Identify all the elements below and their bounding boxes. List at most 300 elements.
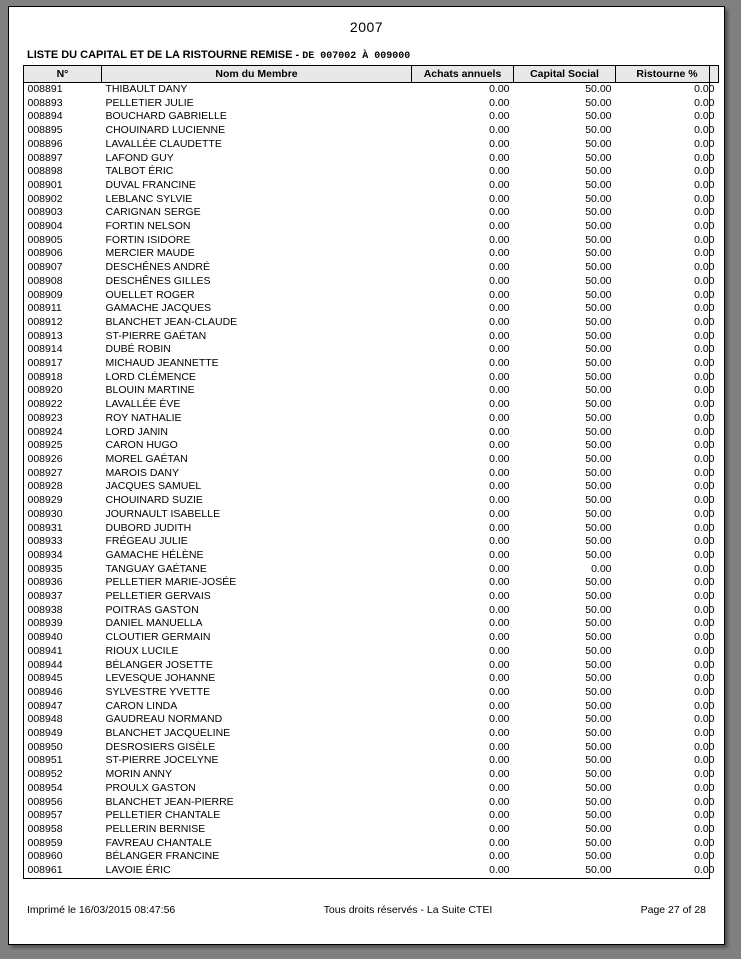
- cell-capital-social: 50.00: [585, 603, 612, 616]
- cell-nom-du-membre: PELLETIER CHANTALE: [105, 809, 221, 822]
- cell-numero: 008959: [27, 836, 63, 849]
- cell-achats-annuels: 0.00: [489, 124, 510, 137]
- cell-capital-social: 50.00: [585, 864, 612, 877]
- cell-ristourne: 0.00: [694, 83, 715, 95]
- cell-capital-social: 50.00: [585, 247, 612, 260]
- cell-numero: 008924: [27, 425, 63, 438]
- table-row: [24, 837, 719, 851]
- cell-numero: 008908: [27, 274, 63, 287]
- cell-numero: 008906: [27, 247, 63, 260]
- cell-ristourne: 0.00: [694, 494, 715, 507]
- table-row: [24, 796, 719, 810]
- cell-capital-social: 50.00: [585, 178, 612, 191]
- cell-numero: 008945: [27, 672, 63, 685]
- table-row: [24, 590, 719, 604]
- cell-capital-social: 50.00: [585, 535, 612, 548]
- cell-achats-annuels: 0.00: [489, 521, 510, 534]
- cell-capital-social: 50.00: [585, 192, 612, 205]
- cell-numero: 008954: [27, 781, 63, 794]
- cell-ristourne: 0.00: [694, 836, 715, 849]
- cell-capital-social: 50.00: [585, 83, 612, 95]
- cell-achats-annuels: 0.00: [489, 466, 510, 479]
- table-row: [24, 193, 719, 207]
- cell-numero: 008904: [27, 220, 63, 233]
- report-year: 2007: [349, 19, 384, 35]
- report-table-container: [23, 65, 715, 879]
- cell-achats-annuels: 0.00: [489, 507, 510, 520]
- cell-capital-social: 50.00: [585, 507, 612, 520]
- cell-capital-social: 50.00: [585, 165, 612, 178]
- cell-ristourne: 0.00: [694, 315, 715, 328]
- cell-ristourne: 0.00: [694, 864, 715, 877]
- cell-achats-annuels: 0.00: [489, 836, 510, 849]
- cell-achats-annuels: 0.00: [489, 452, 510, 465]
- table-row: [24, 152, 719, 166]
- cell-ristourne: 0.00: [694, 809, 715, 822]
- cell-ristourne: 0.00: [694, 781, 715, 794]
- cell-ristourne: 0.00: [694, 672, 715, 685]
- cell-nom-du-membre: CLOUTIER GERMAIN: [105, 631, 211, 644]
- cell-achats-annuels: 0.00: [489, 672, 510, 685]
- cell-capital-social: 50.00: [585, 713, 612, 726]
- cell-ristourne: 0.00: [694, 398, 715, 411]
- cell-achats-annuels: 0.00: [489, 370, 510, 383]
- cell-achats-annuels: 0.00: [489, 165, 510, 178]
- cell-achats-annuels: 0.00: [489, 576, 510, 589]
- cell-capital-social: 50.00: [585, 836, 612, 849]
- cell-nom-du-membre: LORD CLÉMENCE: [105, 370, 196, 383]
- table-row: [24, 782, 719, 796]
- cell-nom-du-membre: BÉLANGER FRANCINE: [105, 850, 220, 863]
- cell-capital-social: 50.00: [585, 220, 612, 233]
- cell-achats-annuels: 0.00: [489, 178, 510, 191]
- cell-achats-annuels: 0.00: [489, 548, 510, 561]
- cell-numero: 008961: [27, 864, 63, 877]
- cell-numero: 008928: [27, 480, 63, 493]
- cell-ristourne: 0.00: [694, 370, 715, 383]
- table-row: [24, 672, 719, 686]
- cell-nom-du-membre: LAVALLÉE CLAUDETTE: [105, 137, 222, 150]
- cell-capital-social: 50.00: [585, 781, 612, 794]
- cell-achats-annuels: 0.00: [489, 768, 510, 781]
- cell-numero: 008930: [27, 507, 63, 520]
- column-header-ristourne: Ristourne %: [616, 66, 719, 83]
- cell-ristourne: 0.00: [694, 521, 715, 534]
- cell-capital-social: 0.00: [591, 562, 612, 575]
- cell-nom-du-membre: ST-PIERRE GAÉTAN: [105, 329, 207, 342]
- cell-ristourne: 0.00: [694, 452, 715, 465]
- cell-capital-social: 50.00: [585, 795, 612, 808]
- cell-capital-social: 50.00: [585, 137, 612, 150]
- report-title-text: LISTE DU CAPITAL ET DE LA RISTOURNE REMISE -: [27, 49, 300, 61]
- cell-nom-du-membre: DESROSIERS GISÈLE: [105, 740, 216, 753]
- cell-numero: 008920: [27, 384, 63, 397]
- cell-nom-du-membre: TALBOT ÉRIC: [105, 165, 174, 178]
- cell-capital-social: 50.00: [585, 850, 612, 863]
- cell-achats-annuels: 0.00: [489, 261, 510, 274]
- cell-nom-du-membre: THIBAULT DANY: [105, 83, 188, 95]
- cell-nom-du-membre: GAUDREAU NORMAND: [105, 713, 223, 726]
- cell-nom-du-membre: BLANCHET JEAN-PIERRE: [105, 795, 234, 808]
- cell-ristourne: 0.00: [694, 439, 715, 452]
- table-row: [24, 275, 719, 289]
- table-row: [24, 604, 719, 618]
- cell-capital-social: 50.00: [585, 329, 612, 342]
- cell-capital-social: 50.00: [585, 439, 612, 452]
- cell-achats-annuels: 0.00: [489, 631, 510, 644]
- table-row: [24, 247, 719, 261]
- cell-numero: 008907: [27, 261, 63, 274]
- table-row: [24, 809, 719, 823]
- cell-achats-annuels: 0.00: [489, 151, 510, 164]
- column-header-numero: N°: [24, 66, 102, 83]
- cell-numero: 008918: [27, 370, 63, 383]
- cell-ristourne: 0.00: [694, 535, 715, 548]
- cell-nom-du-membre: MAROIS DANY: [105, 466, 180, 479]
- column-header-achats-annuels: Achats annuels: [412, 66, 514, 83]
- cell-capital-social: 50.00: [585, 754, 612, 767]
- cell-nom-du-membre: DANIEL MANUELLA: [105, 617, 203, 630]
- cell-nom-du-membre: PELLETIER GERVAIS: [105, 590, 211, 603]
- cell-achats-annuels: 0.00: [489, 439, 510, 452]
- table-row: [24, 384, 719, 398]
- cell-numero: 008948: [27, 713, 63, 726]
- table-row: [24, 659, 719, 673]
- cell-capital-social: 50.00: [585, 370, 612, 383]
- cell-achats-annuels: 0.00: [489, 315, 510, 328]
- cell-numero: 008925: [27, 439, 63, 452]
- table-row: [24, 768, 719, 782]
- cell-capital-social: 50.00: [585, 768, 612, 781]
- table-row: [24, 426, 719, 440]
- cell-achats-annuels: 0.00: [489, 425, 510, 438]
- cell-capital-social: 50.00: [585, 124, 612, 137]
- cell-capital-social: 50.00: [585, 425, 612, 438]
- cell-nom-du-membre: SYLVESTRE YVETTE: [105, 685, 211, 698]
- cell-nom-du-membre: LEBLANC SYLVIE: [105, 192, 193, 205]
- cell-capital-social: 50.00: [585, 617, 612, 630]
- cell-ristourne: 0.00: [694, 96, 715, 109]
- table-row: [24, 439, 719, 453]
- cell-achats-annuels: 0.00: [489, 274, 510, 287]
- cell-ristourne: 0.00: [694, 137, 715, 150]
- cell-nom-du-membre: DUBORD JUDITH: [105, 521, 192, 534]
- cell-ristourne: 0.00: [694, 261, 715, 274]
- cell-achats-annuels: 0.00: [489, 795, 510, 808]
- cell-numero: 008897: [27, 151, 63, 164]
- table-row: [24, 754, 719, 768]
- cell-numero: 008893: [27, 96, 63, 109]
- cell-ristourne: 0.00: [694, 740, 715, 753]
- cell-achats-annuels: 0.00: [489, 658, 510, 671]
- table-row: [24, 823, 719, 837]
- cell-numero: 008922: [27, 398, 63, 411]
- cell-numero: 008956: [27, 795, 63, 808]
- table-row: [24, 727, 719, 741]
- cell-capital-social: 50.00: [585, 357, 612, 370]
- cell-nom-du-membre: ST-PIERRE JOCELYNE: [105, 754, 219, 767]
- cell-numero: 008941: [27, 644, 63, 657]
- table-row: [24, 343, 719, 357]
- cell-achats-annuels: 0.00: [489, 384, 510, 397]
- cell-capital-social: 50.00: [585, 206, 612, 219]
- table-row: [24, 864, 719, 878]
- cell-nom-du-membre: PELLETIER JULIE: [105, 96, 194, 109]
- cell-numero: 008952: [27, 768, 63, 781]
- cell-nom-du-membre: TANGUAY GAÉTANE: [105, 562, 207, 575]
- cell-numero: 008938: [27, 603, 63, 616]
- cell-achats-annuels: 0.00: [489, 535, 510, 548]
- cell-ristourne: 0.00: [694, 822, 715, 835]
- cell-ristourne: 0.00: [694, 507, 715, 520]
- cell-capital-social: 50.00: [585, 631, 612, 644]
- cell-numero: 008914: [27, 343, 63, 356]
- cell-nom-du-membre: BÉLANGER JOSETTE: [105, 658, 213, 671]
- cell-ristourne: 0.00: [694, 795, 715, 808]
- table-row: [24, 535, 719, 549]
- cell-ristourne: 0.00: [694, 850, 715, 863]
- table-row: [24, 563, 719, 577]
- cell-numero: 008947: [27, 699, 63, 712]
- table-row: [24, 850, 719, 864]
- cell-achats-annuels: 0.00: [489, 809, 510, 822]
- cell-ristourne: 0.00: [694, 576, 715, 589]
- cell-capital-social: 50.00: [585, 590, 612, 603]
- page-footer: [9, 904, 724, 916]
- table-row: [24, 467, 719, 481]
- cell-nom-du-membre: LAVOIE ÉRIC: [105, 864, 171, 877]
- cell-numero: 008958: [27, 822, 63, 835]
- cell-capital-social: 50.00: [585, 822, 612, 835]
- footer-copyright: Tous droits réservés - La Suite CTEI: [323, 904, 493, 916]
- table-bottom-rule: [23, 878, 710, 879]
- table-row: [24, 124, 719, 138]
- cell-nom-du-membre: DUBÉ ROBIN: [105, 343, 171, 356]
- cell-numero: 008940: [27, 631, 63, 644]
- table-row: [24, 549, 719, 563]
- cell-achats-annuels: 0.00: [489, 562, 510, 575]
- cell-ristourne: 0.00: [694, 220, 715, 233]
- table-row: [24, 83, 719, 97]
- table-row: [24, 741, 719, 755]
- cell-capital-social: 50.00: [585, 384, 612, 397]
- cell-numero: 008913: [27, 329, 63, 342]
- cell-capital-social: 50.00: [585, 672, 612, 685]
- cell-nom-du-membre: POITRAS GASTON: [105, 603, 199, 616]
- cell-nom-du-membre: PELLERIN BERNISE: [105, 822, 206, 835]
- cell-capital-social: 50.00: [585, 151, 612, 164]
- cell-nom-du-membre: CARON HUGO: [105, 439, 178, 452]
- cell-nom-du-membre: RIOUX LUCILE: [105, 644, 179, 657]
- cell-capital-social: 50.00: [585, 274, 612, 287]
- cell-ristourne: 0.00: [694, 658, 715, 671]
- cell-ristourne: 0.00: [694, 713, 715, 726]
- cell-numero: 008898: [27, 165, 63, 178]
- document-page: [8, 6, 725, 945]
- cell-capital-social: 50.00: [585, 548, 612, 561]
- cell-ristourne: 0.00: [694, 590, 715, 603]
- cell-ristourne: 0.00: [694, 727, 715, 740]
- cell-ristourne: 0.00: [694, 110, 715, 123]
- cell-ristourne: 0.00: [694, 617, 715, 630]
- cell-capital-social: 50.00: [585, 480, 612, 493]
- cell-numero: 008896: [27, 137, 63, 150]
- cell-capital-social: 50.00: [585, 685, 612, 698]
- cell-nom-du-membre: LAFOND GUY: [105, 151, 174, 164]
- cell-nom-du-membre: LEVESQUE JOHANNE: [105, 672, 216, 685]
- table-header-row: [24, 66, 719, 83]
- cell-numero: 008911: [27, 302, 62, 315]
- table-row: [24, 206, 719, 220]
- cell-achats-annuels: 0.00: [489, 357, 510, 370]
- cell-achats-annuels: 0.00: [489, 850, 510, 863]
- cell-ristourne: 0.00: [694, 699, 715, 712]
- cell-capital-social: 50.00: [585, 110, 612, 123]
- cell-capital-social: 50.00: [585, 398, 612, 411]
- cell-ristourne: 0.00: [694, 124, 715, 137]
- cell-nom-du-membre: LAVALLÉE ÈVE: [105, 398, 181, 411]
- cell-numero: 008902: [27, 192, 63, 205]
- cell-nom-du-membre: FORTIN ISIDORE: [105, 233, 191, 246]
- table-row: [24, 645, 719, 659]
- cell-capital-social: 50.00: [585, 288, 612, 301]
- cell-achats-annuels: 0.00: [489, 781, 510, 794]
- cell-numero: 008927: [27, 466, 63, 479]
- cell-capital-social: 50.00: [585, 740, 612, 753]
- cell-capital-social: 50.00: [585, 644, 612, 657]
- cell-numero: 008895: [27, 124, 63, 137]
- cell-capital-social: 50.00: [585, 494, 612, 507]
- cell-nom-du-membre: FRÉGEAU JULIE: [105, 535, 188, 548]
- cell-ristourne: 0.00: [694, 343, 715, 356]
- cell-ristourne: 0.00: [694, 288, 715, 301]
- table-row: [24, 302, 719, 316]
- table-row: [24, 453, 719, 467]
- cell-numero: 008951: [27, 754, 63, 767]
- cell-nom-du-membre: OUELLET ROGER: [105, 288, 195, 301]
- cell-nom-du-membre: MICHAUD JEANNETTE: [105, 357, 219, 370]
- table-row: [24, 234, 719, 248]
- cell-nom-du-membre: DUVAL FRANCINE: [105, 178, 196, 191]
- table-row: [24, 576, 719, 590]
- cell-numero: 008936: [27, 576, 63, 589]
- cell-nom-du-membre: MORIN ANNY: [105, 768, 173, 781]
- cell-ristourne: 0.00: [694, 768, 715, 781]
- cell-numero: 008903: [27, 206, 63, 219]
- table-row: [24, 330, 719, 344]
- cell-achats-annuels: 0.00: [489, 480, 510, 493]
- cell-ristourne: 0.00: [694, 274, 715, 287]
- cell-nom-du-membre: CHOUINARD SUZIE: [105, 494, 203, 507]
- cell-capital-social: 50.00: [585, 315, 612, 328]
- cell-ristourne: 0.00: [694, 357, 715, 370]
- cell-achats-annuels: 0.00: [489, 83, 510, 95]
- cell-capital-social: 50.00: [585, 521, 612, 534]
- cell-achats-annuels: 0.00: [489, 96, 510, 109]
- cell-achats-annuels: 0.00: [489, 713, 510, 726]
- table-row: [24, 631, 719, 645]
- cell-ristourne: 0.00: [694, 562, 715, 575]
- cell-nom-du-membre: BLANCHET JACQUELINE: [105, 727, 231, 740]
- cell-nom-du-membre: DESCHÊNES GILLES: [105, 274, 211, 287]
- cell-numero: 008933: [27, 535, 63, 548]
- cell-numero: 008926: [27, 452, 63, 465]
- cell-nom-du-membre: PELLETIER MARIE-JOSÉE: [105, 576, 237, 589]
- cell-numero: 008912: [27, 315, 63, 328]
- cell-numero: 008923: [27, 411, 63, 424]
- cell-numero: 008957: [27, 809, 63, 822]
- cell-achats-annuels: 0.00: [489, 727, 510, 740]
- cell-ristourne: 0.00: [694, 151, 715, 164]
- cell-achats-annuels: 0.00: [489, 754, 510, 767]
- cell-achats-annuels: 0.00: [489, 398, 510, 411]
- cell-ristourne: 0.00: [694, 425, 715, 438]
- cell-ristourne: 0.00: [694, 206, 715, 219]
- table-header: [24, 66, 719, 83]
- cell-numero: 008934: [27, 548, 63, 561]
- cell-ristourne: 0.00: [694, 548, 715, 561]
- cell-nom-du-membre: LORD JANIN: [105, 425, 168, 438]
- cell-achats-annuels: 0.00: [489, 220, 510, 233]
- cell-ristourne: 0.00: [694, 192, 715, 205]
- table-row: [24, 480, 719, 494]
- cell-achats-annuels: 0.00: [489, 329, 510, 342]
- cell-achats-annuels: 0.00: [489, 685, 510, 698]
- table-row: [24, 617, 719, 631]
- cell-ristourne: 0.00: [694, 411, 715, 424]
- cell-numero: 008939: [27, 617, 63, 630]
- cell-numero: 008949: [27, 727, 63, 740]
- cell-nom-du-membre: MOREL GAÉTAN: [105, 452, 188, 465]
- cell-numero: 008937: [27, 590, 63, 603]
- table-row: [24, 713, 719, 727]
- cell-numero: 008891: [27, 83, 63, 95]
- cell-capital-social: 50.00: [585, 452, 612, 465]
- cell-capital-social: 50.00: [585, 727, 612, 740]
- table-row: [24, 371, 719, 385]
- cell-ristourne: 0.00: [694, 644, 715, 657]
- report-title: [23, 49, 710, 62]
- cell-ristourne: 0.00: [694, 480, 715, 493]
- cell-numero: 008917: [27, 357, 63, 370]
- table-row: [24, 97, 719, 111]
- cell-numero: 008905: [27, 233, 63, 246]
- cell-achats-annuels: 0.00: [489, 137, 510, 150]
- cell-achats-annuels: 0.00: [489, 644, 510, 657]
- cell-nom-du-membre: CHOUINARD LUCIENNE: [105, 124, 226, 137]
- table-row: [24, 357, 719, 371]
- cell-achats-annuels: 0.00: [489, 233, 510, 246]
- cell-ristourne: 0.00: [694, 466, 715, 479]
- table-row: [24, 110, 719, 124]
- table-row: [24, 179, 719, 193]
- table-row: [24, 220, 719, 234]
- cell-nom-du-membre: BLOUIN MARTINE: [105, 384, 195, 397]
- cell-capital-social: 50.00: [585, 809, 612, 822]
- column-header-nom-du-membre: Nom du Membre: [102, 66, 412, 83]
- cell-nom-du-membre: CARIGNAN SERGE: [105, 206, 201, 219]
- cell-capital-social: 50.00: [585, 343, 612, 356]
- cell-ristourne: 0.00: [694, 631, 715, 644]
- cell-achats-annuels: 0.00: [489, 822, 510, 835]
- cell-capital-social: 50.00: [585, 576, 612, 589]
- report-range: DE 007002 À 009000: [302, 51, 411, 62]
- cell-achats-annuels: 0.00: [489, 590, 510, 603]
- cell-ristourne: 0.00: [694, 384, 715, 397]
- cell-achats-annuels: 0.00: [489, 864, 510, 877]
- cell-achats-annuels: 0.00: [489, 617, 510, 630]
- cell-nom-du-membre: ROY NATHALIE: [105, 411, 182, 424]
